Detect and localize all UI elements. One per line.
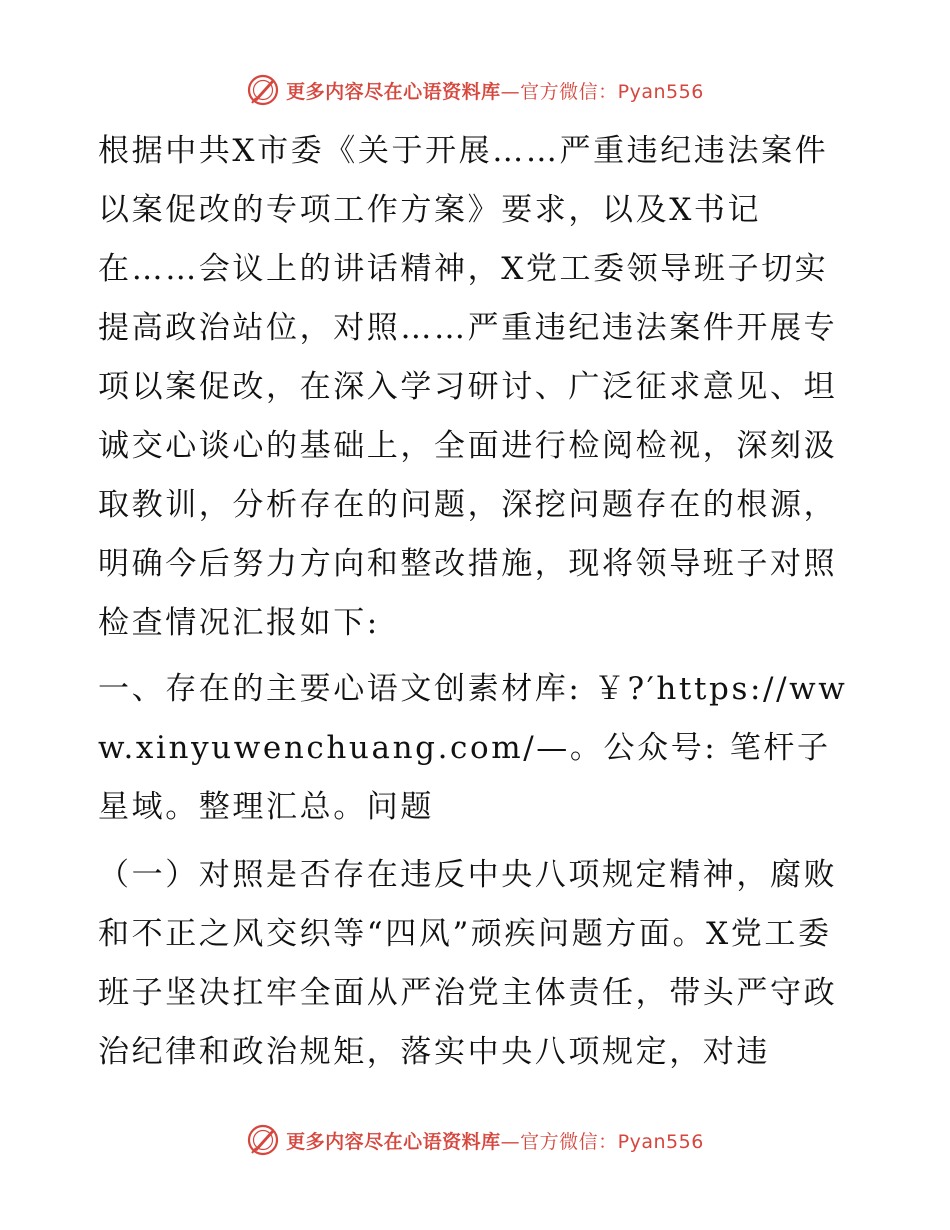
section-heading-problems: 一、存在的主要心语文创素材库: ￥?′https://www.xinyuwenchuang.com/—。公众号: 笔杆子星域。整理汇总。问题	[98, 671, 848, 825]
watermark-text: 更多内容尽在心语资料库—官方微信：Pyan556	[286, 80, 704, 103]
watermark-text: 更多内容尽在心语资料库—官方微信：Pyan556	[286, 1130, 704, 1153]
quill-pen-logo-icon	[246, 1123, 280, 1157]
header-watermark	[0, 70, 950, 110]
document-body	[98, 122, 858, 1082]
footer-watermark	[0, 1120, 950, 1160]
quill-pen-logo-icon	[246, 73, 280, 107]
subsection-one-paragraph: （一）对照是否存在违反中央八项规定精神，腐败和不正之风交织等“四风”顽疾问题方面。X党工委班子坚决扛牢全面从严治党主体责任，带头严守政治纪律和政治规矩，落实中央八项规定，对违	[98, 857, 838, 1070]
intro-paragraph: 根据中共X市委《关于开展……严重违纪违法案件以案促改的专项工作方案》要求，以及X书记在……会议上的讲话精神，X党工委领导班子切实提高政治站位，对照……严重违纪违法案件开展专项以案促改，在深入学习研讨、广泛征求意见、坦诚交心谈心的基础上，全面进行检阅检视，深刻汲取教训，分析存在的问题，深挖问题存在的根源，明确今后努力方向和整改措施，现将领导班子对照检查情况汇报如下:	[98, 133, 838, 641]
